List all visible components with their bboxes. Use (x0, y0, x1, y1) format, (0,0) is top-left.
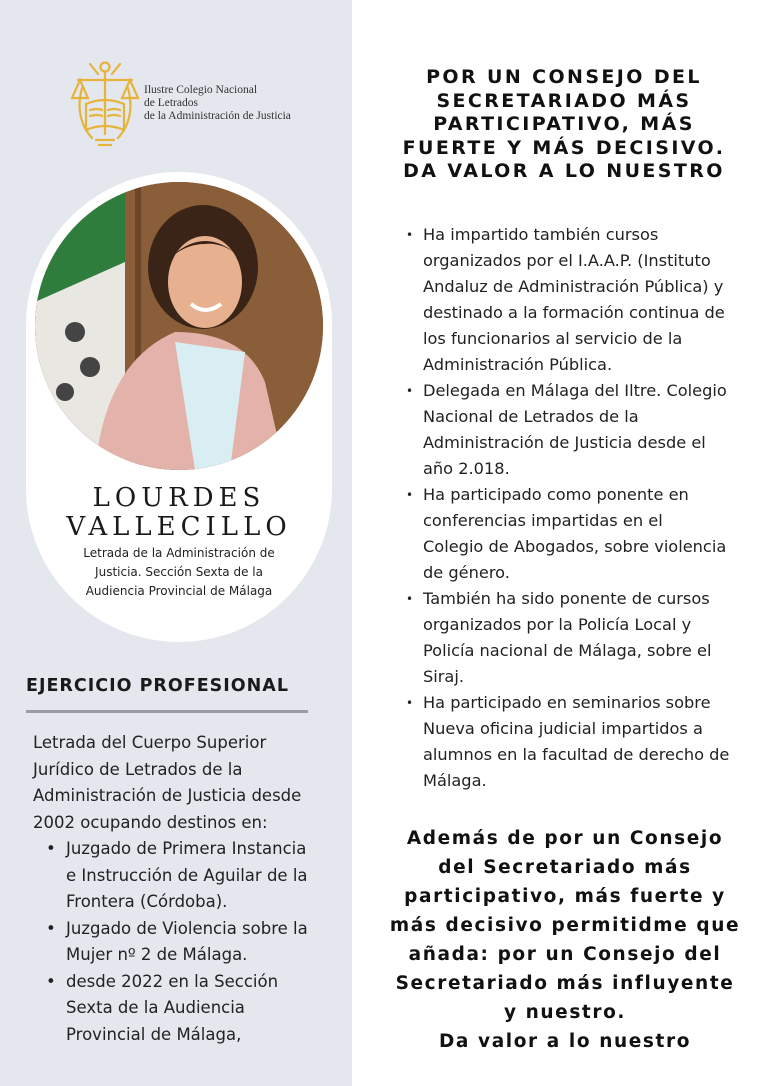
profile-name (26, 484, 332, 542)
logo-line: de Letrados (144, 97, 198, 109)
list-item (402, 378, 747, 482)
item-line: Siraj. (423, 667, 464, 686)
item-line: Administración de Justicia desde el (423, 433, 706, 452)
item-line: conferencias impartidas en el (423, 511, 663, 530)
item-line: • También ha sido ponente de cursos (423, 589, 710, 608)
headline-line: POR UN CONSEJO DEL (426, 66, 702, 88)
item-line: Sexta de la Audiencia (66, 998, 245, 1017)
list-item (402, 586, 747, 690)
item-line: • Ha participado como ponente en (423, 485, 689, 504)
logo (68, 58, 318, 150)
item-line: • Ha participado en seminarios sobre (423, 693, 711, 712)
logo-line: de la Administración de Justicia (144, 110, 291, 122)
subtitle-line: Justicia. Sección Sexta de la (95, 565, 263, 579)
profile-photo (35, 182, 323, 470)
list-item (40, 916, 340, 969)
closing-line: Además de por un Consejo (406, 828, 724, 849)
intro-line: Jurídico de Letrados de la (33, 759, 243, 779)
closing-line: participativo, más fuerte y (404, 886, 726, 907)
headline-line: SECRETARIADO MÁS (436, 89, 692, 112)
item-line: • Juzgado de Violencia sobre la (66, 918, 308, 938)
item-line: Nacional de Letrados de la (423, 407, 639, 426)
item-line: Provincial de Málaga, (66, 1024, 242, 1044)
item-line: Málaga. (423, 771, 487, 790)
profile-subtitle (66, 544, 292, 601)
subtitle-line: Letrada de la Administración de (83, 546, 275, 560)
item-line: Andaluz de Administración Pública) y (423, 277, 724, 296)
logo-line: Ilustre Colegio Nacional (144, 84, 258, 96)
name-line: VALLECILLO (66, 512, 292, 542)
item-line: organizados por el I.A.A.P. (Instituto (423, 251, 711, 270)
intro-line: 2002 ocupando destinos en: (33, 812, 268, 832)
section-title: EJERCICIO PROFESIONAL (26, 676, 289, 696)
item-line: organizados por la Policía Local y (423, 615, 692, 634)
subtitle-line: Audiencia Provincial de Málaga (85, 584, 273, 598)
item-line: los funcionarios al servicio de la (423, 329, 683, 348)
closing-line: Secretariado más influyente (395, 973, 735, 994)
item-line: • Ha impartido también cursos (423, 225, 659, 244)
item-line: de género. (423, 563, 510, 582)
headline-line: DA VALOR A LO NUESTRO (403, 160, 725, 182)
item-line: • Delegada en Málaga del Iltre. Colegio (423, 381, 727, 400)
scales-book-crest-icon (68, 58, 142, 150)
closing-statement (380, 824, 750, 1056)
list-item (40, 836, 340, 916)
item-line: Nueva oficina judicial impartidos a (423, 719, 703, 738)
list-item (402, 222, 747, 378)
section-divider (26, 710, 308, 713)
career-intro (33, 730, 333, 836)
item-line: Frontera (Córdoba). (66, 892, 228, 911)
list-item (40, 969, 340, 1049)
list-item (402, 690, 747, 794)
headline (386, 66, 742, 184)
headline-line: FUERTE Y MÁS DECISIVO. (402, 136, 726, 159)
intro-line: Letrada del Cuerpo Superior (33, 733, 267, 752)
closing-line: más decisivo permitidme que (389, 915, 741, 936)
intro-line: Administración de Justicia desde (33, 786, 302, 805)
item-line: Colegio de Abogados, sobre violencia (423, 537, 727, 556)
item-line: Policía nacional de Málaga, sobre el (423, 641, 712, 660)
list-item (402, 482, 747, 586)
item-line: Mujer nº 2 de Málaga. (66, 945, 248, 964)
career-list (40, 836, 340, 1048)
closing-line: y nuestro. (503, 1002, 627, 1023)
closing-line: añada: por un Consejo del (408, 944, 722, 965)
item-line: Administración Pública. (423, 355, 613, 374)
item-line: e Instrucción de Aguilar de la (66, 865, 308, 885)
merits-list (402, 222, 747, 794)
item-line: destinado a la formación continua de (423, 303, 725, 322)
closing-line: Da valor a lo nuestro (438, 1031, 692, 1052)
closing-line: del Secretariado más (438, 857, 692, 878)
item-line: • Juzgado de Primera Instancia (66, 839, 307, 858)
headline-line: PARTICIPATIVO, MÁS (433, 113, 695, 135)
item-line: año 2.018. (423, 459, 510, 478)
item-line: • desde 2022 en la Sección (66, 971, 279, 991)
logo-text (144, 84, 324, 123)
item-line: alumnos en la facultad de derecho de (423, 745, 730, 764)
name-line: LOURDES (92, 483, 266, 513)
